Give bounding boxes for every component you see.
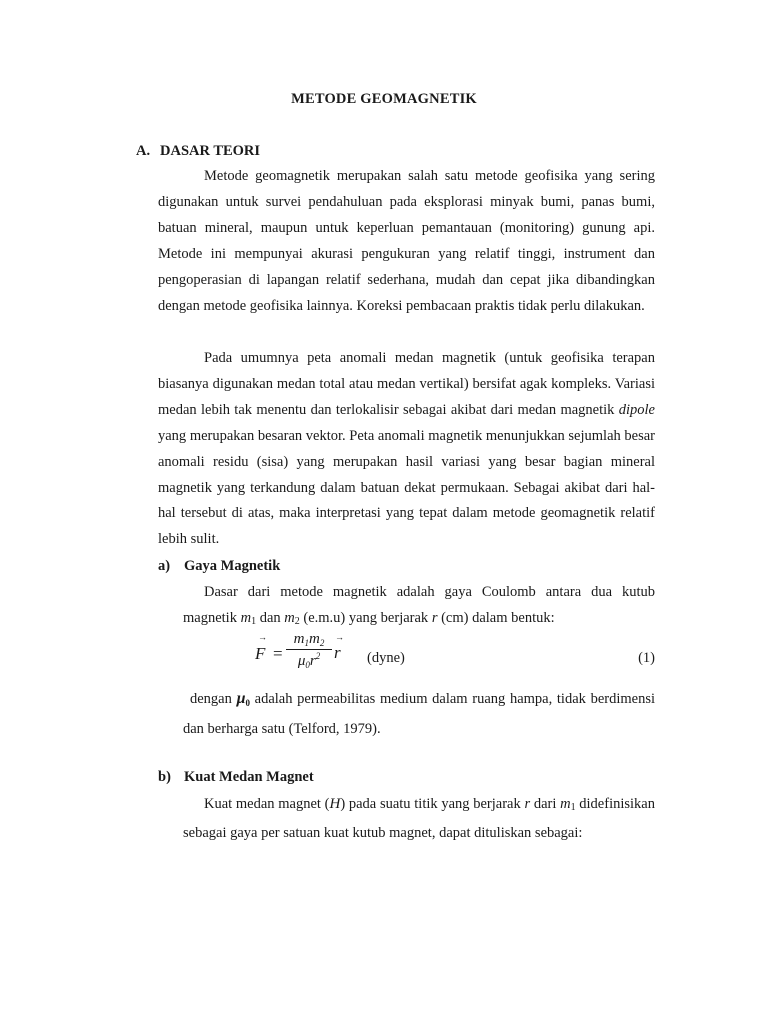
fraction-numerator — [286, 631, 332, 650]
equation-fraction — [286, 631, 332, 670]
dipole-term: dipole — [618, 401, 655, 418]
num-sub2: 2 — [319, 638, 325, 648]
sub-1-b: 1 — [570, 802, 576, 813]
mu0-sub: 0 — [245, 698, 250, 708]
sub-1: 1 — [251, 615, 257, 627]
paragraph-2-text-a: Pada umumnya peta anomali medan magnetik (untuk geofisika terapan biasanya digunakan medan total atau medan vertikal) bersifat agak kompleks. Variasi medan lebih tak menentu dan terlokalisir sebagai akibat dari medan magnetik — [158, 350, 655, 418]
paragraph-5-text-c: dari — [530, 796, 561, 812]
paragraph-2 — [158, 346, 655, 553]
paragraph-5 — [183, 792, 655, 847]
num-sub1: 1 — [304, 638, 309, 648]
paragraph-2-text-b: yang merupakan besaran vektor. Peta anomali magnetik menunjukkan sejumlah besar anomali residu (sisa) yang merupakan hasil variasi yang besar bagian mineral magnetik yang terkandung dalam batuan dekat permukaan. Sebagai akibat dari hal-hal tersebut di atas, maka interpretasi yang tepat dalam metode geomagnetik relatif lebih sulit. — [158, 427, 655, 548]
var-m1: m — [240, 609, 252, 626]
subsection-b-marker: b) — [158, 769, 171, 785]
den-mu: μ — [297, 653, 306, 669]
section-a-marker: A. — [136, 143, 151, 159]
den-exp: 2 — [315, 651, 321, 661]
paragraph-5-text-a: Kuat medan magnet ( — [204, 796, 330, 812]
vector-arrow-r: → — [335, 632, 344, 642]
var-r: r — [431, 609, 438, 626]
paragraph-1 — [158, 164, 655, 319]
num-m2: m — [309, 631, 320, 647]
paragraph-4 — [183, 686, 655, 743]
den-mu-sub: 0 — [305, 660, 310, 670]
and-text: dan — [256, 609, 285, 626]
subsection-b-heading — [158, 769, 314, 786]
var-m2: m — [284, 609, 295, 626]
section-a-title: DASAR TEORI — [160, 143, 261, 159]
paragraph-3-text-a: Dasar dari metode magnetik adalah gaya Coulomb antara dua kutub magnetik — [183, 584, 655, 626]
paragraph-3 — [183, 580, 655, 635]
equation-rhs-r: r — [334, 643, 341, 662]
vector-arrow-F: → — [258, 632, 267, 642]
den-r: r — [309, 653, 316, 669]
paragraph-4-text-b: adalah permeabilitas medium dalam ruang hampa, tidak berdimensi dan berharga satu (Telford, 1979). — [183, 691, 656, 737]
equals-sign: = — [273, 644, 283, 663]
equation-1 — [250, 628, 655, 688]
var-r-b: r — [524, 796, 531, 812]
equation-unit: (dyne) — [367, 650, 405, 666]
equation-lhs: F — [255, 644, 266, 663]
var-m1-b: m — [560, 796, 571, 812]
equation-number: (1) — [638, 650, 655, 666]
paragraph-5-text-d: didefinisikan sebagai gaya per satuan kuat kutub magnet, dapat dituliskan sebagai: — [183, 796, 655, 841]
section-a-heading — [136, 143, 260, 160]
paragraph-5-text-b: ) pada suatu titik yang berjarak — [340, 796, 525, 812]
var-H: H — [329, 796, 341, 812]
paragraph-3-text-b: (e.m.u) yang berjarak — [299, 609, 432, 626]
mu0-symbol: μ — [236, 690, 246, 707]
subsection-a-heading — [158, 558, 280, 575]
paragraph-1-text: Metode geomagnetik merupakan salah satu metode geofisika yang sering digunakan untuk survei pendahuluan pada eksplorasi minyak bumi, panas bumi, batuan mineral, maupun untuk keperluan pemantauan (monitoring) gunung api. Metode ini mempunyai akurasi pengukuran yang relatif tinggi, instrument dan pengoperasian di lapangan relatif sederhana, mudah dan cepat jika dibandingkan dengan metode geofisika lainnya. Koreksi pembacaan praktis tidak perlu dilakukan. — [158, 168, 655, 314]
document-title: METODE GEOMAGNETIK — [291, 91, 477, 107]
num-m1: m — [293, 631, 305, 647]
paragraph-3-text-c: (cm) dalam bentuk: — [437, 609, 555, 626]
fraction-denominator — [286, 650, 332, 670]
subsection-b-title: Kuat Medan Magnet — [184, 769, 314, 785]
sub-2: 2 — [294, 615, 300, 627]
subsection-a-marker: a) — [158, 558, 171, 574]
subsection-a-title: Gaya Magnetik — [184, 558, 281, 574]
paragraph-4-text-a: dengan — [190, 691, 237, 707]
